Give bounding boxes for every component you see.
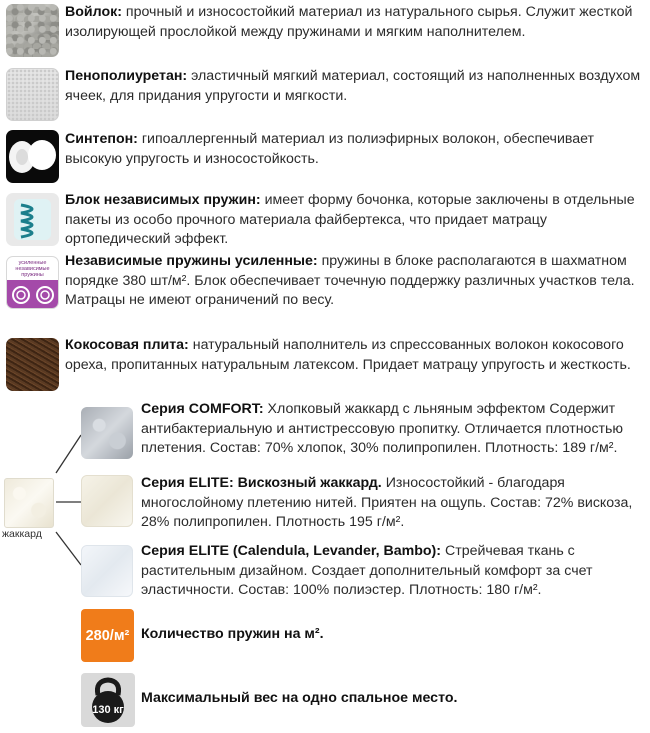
- reinforced-icon-text: усиленные независимые пружины: [15, 260, 50, 278]
- material-term: Синтепон:: [65, 131, 138, 147]
- material-synthepon: [65, 130, 645, 169]
- material-term: Блок независимых пружин:: [65, 192, 261, 208]
- kettlebell-icon: [81, 673, 135, 727]
- springs-text: Количество пружин на м².: [141, 626, 324, 642]
- foam-image: [6, 68, 59, 121]
- material-term: Пенополиуретан:: [65, 68, 188, 84]
- material-desc: эластичный мягкий материал, состоящий из наполненных воздухом ячеек, для придания упругости и мягкости.: [65, 68, 641, 104]
- fabric-comfort-image: [81, 407, 133, 459]
- fabric-desc: Хлопковый жаккард с льняным эффектом Содержит антибактериальную и антистрессовую пропитку. Отличается плотностью плетения. Состав: 70% хлопок, 30% полипропилен. Плотность: 189 г/м².: [141, 401, 624, 456]
- jacquard-image: [4, 478, 54, 528]
- fabric-elite-stretch: [141, 542, 646, 601]
- material-desc: гипоаллергенный материал из полиэфирных волокон, обеспечивает высокую упругость и износостойкость.: [65, 131, 595, 167]
- fabric-elite-stretch-image: [81, 545, 133, 597]
- jacquard-label: жаккард: [2, 528, 42, 540]
- synthepon-image: [6, 130, 59, 183]
- fabric-term: Серия COMFORT:: [141, 401, 264, 417]
- fabric-desc: Стрейчевая ткань с растительным дизайном. Создает дополнительный комфорт за счет эластичности. Состав: 100% полиэстер. Плотность: 180 г/м².: [141, 543, 593, 598]
- material-desc: пружины в блоке располагаются в шахматном порядке 380 шт/м². Блок обеспечивает точечную поддержку различных участков тела. Матрацы не имеют ограничений по весу.: [65, 253, 635, 308]
- fabric-comfort: [141, 400, 646, 459]
- spring-block-image: [6, 193, 59, 246]
- fabric-elite-viscose-image: [81, 475, 133, 527]
- fabric-term: Серия ELITE (Calendula, Levander, Bambo):: [141, 543, 442, 559]
- material-coconut: [65, 336, 645, 375]
- fabric-term: Серия ELITE: Вискозный жаккард.: [141, 475, 382, 491]
- material-term: Кокосовая плита:: [65, 337, 189, 353]
- coconut-plate-image: [6, 338, 59, 391]
- material-desc: имеет форму бочонка, которые заключены в отдельные пакеты из особо прочного материала файбертекса, что придает матрацу ортопедический эффект.: [65, 192, 635, 247]
- material-term: Войлок:: [65, 4, 122, 20]
- springs-badge: 280/м²: [81, 609, 134, 662]
- material-spring-block: [65, 191, 645, 250]
- material-foam: [65, 67, 645, 106]
- material-reinforced-springs: [65, 252, 645, 311]
- material-term: Независимые пружины усиленные:: [65, 253, 318, 269]
- felt-image: [6, 4, 59, 57]
- weight-badge: 130 кг: [92, 704, 124, 716]
- weight-text: Максимальный вес на одно спальное место.: [141, 690, 458, 706]
- reinforced-springs-image: [6, 256, 59, 309]
- material-desc: натуральный наполнитель из спрессованных волокон кокосового ореха, пропитанных натуральным латексом. Придает матрацу упругость и жесткость.: [65, 337, 631, 373]
- material-desc: прочный и износостойкий материал из натурального сырья. Служит жесткой изолирующей прослойкой между пружинами и мягким наполнителем.: [65, 4, 633, 40]
- fabric-elite-viscose: [141, 474, 646, 533]
- material-felt: [65, 3, 645, 42]
- fabric-desc: Износостойкий - благодаря многослойному плетению нитей. Приятен на ощупь. Состав: 72% вискоза, 28% полипропилен. Плотность 195 г/м².: [141, 475, 633, 530]
